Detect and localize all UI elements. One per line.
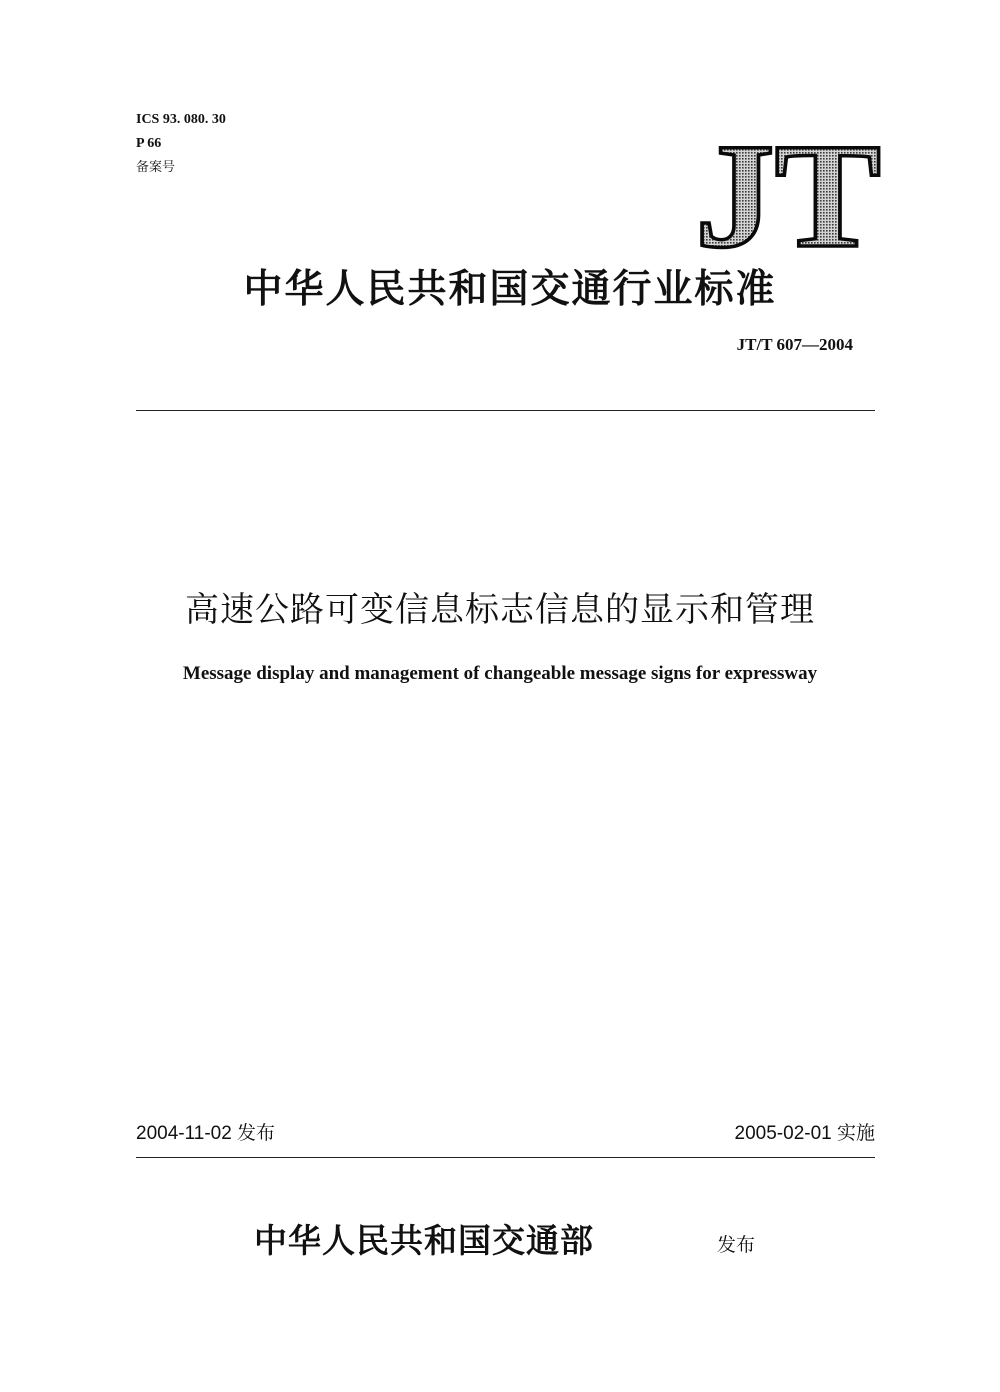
logo-lettering: JT bbox=[695, 140, 881, 260]
document-title-english: Message display and management of changeable message signs for expressway bbox=[182, 663, 818, 684]
document-title-chinese: 高速公路可变信息标志信息的显示和管理 bbox=[185, 590, 815, 630]
top-divider bbox=[136, 410, 875, 411]
issuing-authority: 中华人民共和国交通部 bbox=[254, 1221, 594, 1260]
standard-number: JT/T 607—2004 bbox=[736, 335, 853, 354]
issue-date: 2004-11-02 发布 bbox=[136, 1123, 276, 1144]
industry-standard-title: 中华人民共和国交通行业标准 bbox=[243, 266, 777, 312]
ccs-code: P 66 bbox=[136, 136, 162, 151]
bottom-divider bbox=[136, 1157, 875, 1158]
ics-code: ICS 93. 080. 30 bbox=[136, 112, 226, 127]
implementation-date: 2005-02-01 实施 bbox=[734, 1123, 875, 1144]
issued-label: 发布 bbox=[717, 1234, 756, 1256]
filing-number-label: 备案号 bbox=[136, 160, 176, 175]
jt-logo bbox=[688, 140, 888, 260]
